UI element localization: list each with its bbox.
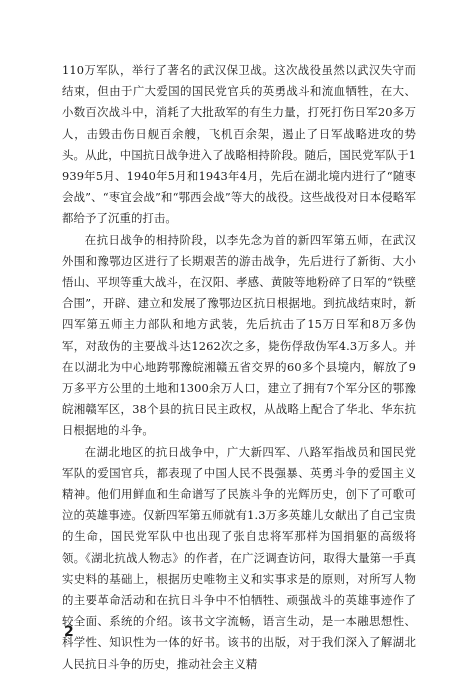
page-number: 2 bbox=[64, 624, 74, 640]
paragraph-3: 在湖北地区的抗日战争中，广大新四军、八路军指战员和国民党军队的爱国官兵，都表现了中国人民不畏强暴、英勇斗争的爱国主义精神。他们用鲜血和生命谱写了民族斗争的光辉历史，创下了可歌可泣的英雄事迹。仅新四军第五师就有1.3万多英雄儿女献出了自己宝贵的生命，国民党军队中也出现了张自忠将军那样为国捐躯的高级将领。《湖北抗战人物志》的作者，在广泛调查访问，取得大量第一手真实史料的基础上，根据历史唯物主义和实事求是的原则，对所写人物的主要革命活动和在抗日斗争中不怕牺牲、顽强战斗的英雄事迹作了较全面、系统的介绍。该书文字流畅，语言生动，是一本融思想性、科学性、知识性为一体的好书。该书的出版，对于我们深入了解湖北人民抗日斗争的历史，推动社会主义精 bbox=[62, 444, 416, 671]
paragraph-2: 在抗日战争的相持阶段，以李先念为首的新四军第五师，在武汉外围和豫鄂边区进行了长期艰苦的游击战争，先后进行了新街、大小悟山、平坝等重大战斗，在汉阳、孝感、黄陂等地粉碎了日军的“铁壁合围”，开辟、建立和发展了豫鄂边区抗日根据地。到抗战结束时，新四军第五师主力部队和地方武装，先后抗击了15万日军和8万多伪军，对敌伪的主要战斗达1262次之多，毙伤俘敌伪军4.3万多人。并在以湖北为中心地跨鄂豫皖湘赣五省交界的60多个县境内，解放了9万多平方公里的土地和1300余万人口，建立了拥有7个军分区的鄂豫皖湘赣军区，38个县的抗日民主政权，从战略上配合了华北、华东抗日根据地的斗争。 bbox=[62, 232, 416, 438]
paragraph-1: 110万军队，举行了著名的武汉保卫战。这次战役虽然以武汉失守而结束，但由于广大爱国的国民党官兵的英勇战斗和流血牺牲，在大、小数百次战斗中，消耗了大批敌军的有生力量，打死打伤日军20多万人，击毁击伤日舰百余艘，飞机百余架，遏止了日军战略进攻的势头。从此，中国抗日战争进入了战略相持阶段。随后，国民党军队于1939年5月、1940年5月和1943年4月，先后在湖北境内进行了“随枣会战”、“枣宜会战”和“鄂西会战”等大的战役。这些战役对日本侵略军都给予了沉重的打击。 bbox=[62, 63, 416, 226]
body-text bbox=[62, 60, 416, 675]
